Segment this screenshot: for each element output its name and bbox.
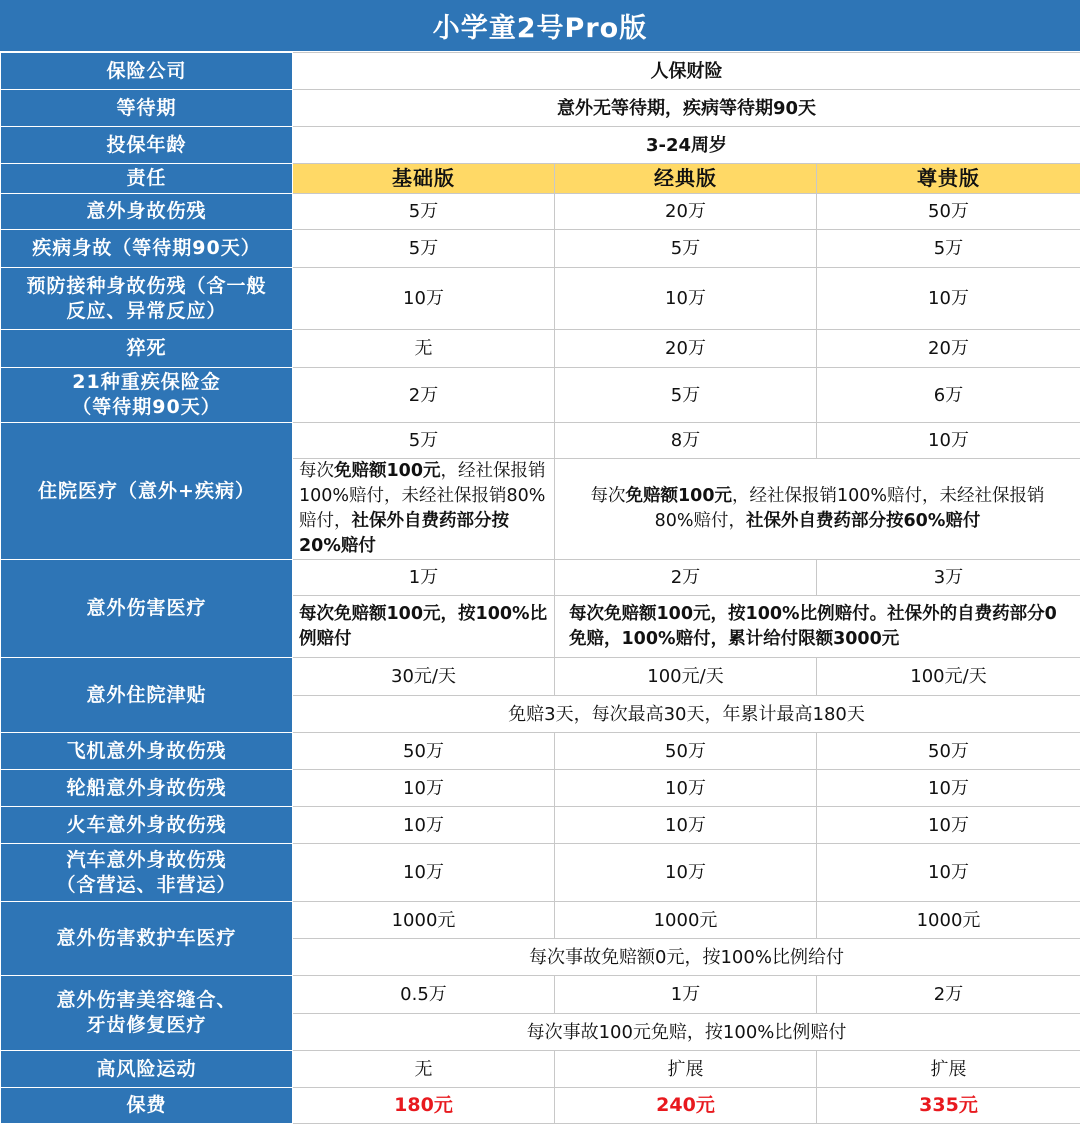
cell-value: 10万 — [293, 807, 555, 844]
cell-value: 100元/天 — [817, 658, 1080, 696]
cell-value: 10万 — [293, 844, 555, 902]
cosmetic-note: 每次事故100元免赔，按100%比例赔付 — [293, 1014, 1080, 1051]
table-row — [1, 976, 1080, 1014]
row-label-hospital-allowance: 意外住院津贴 — [1, 658, 293, 733]
cell-value: 无 — [293, 330, 555, 368]
note-emphasis: 社保外自费药部分按60%赔付 — [746, 511, 980, 531]
row-label-premium: 保费 — [1, 1088, 293, 1124]
cell-value: 10万 — [817, 844, 1080, 902]
row-label-car — [1, 844, 293, 902]
cell-value: 1万 — [293, 560, 555, 596]
table-row — [1, 90, 1080, 127]
cell-value: 10万 — [817, 423, 1080, 459]
note-text: 每次 — [590, 486, 625, 506]
row-label-line: 意外伤害美容缝合、 — [5, 988, 288, 1013]
cell-value: 50万 — [293, 733, 555, 770]
table-row — [1, 423, 1080, 459]
table-row — [1, 164, 1080, 194]
table-row — [1, 368, 1080, 423]
row-label-line: 21种重疾保险金 — [5, 370, 288, 395]
accident-medical-note-basic: 每次免赔额100元，按100%比例赔付 — [293, 596, 555, 658]
cell-value: 5万 — [293, 423, 555, 459]
table-row — [1, 733, 1080, 770]
table-row — [1, 268, 1080, 330]
row-label-cosmetic — [1, 976, 293, 1051]
table-row — [1, 53, 1080, 90]
table-row — [1, 844, 1080, 902]
row-label-sports: 高风险运动 — [1, 1051, 293, 1088]
row-label-vaccine — [1, 268, 293, 330]
cell-value: 10万 — [555, 268, 817, 330]
row-label-line: （含营运、非营运） — [5, 873, 288, 898]
cell-value: 扩展 — [817, 1051, 1080, 1088]
row-label-critical-illness — [1, 368, 293, 423]
cell-value: 5万 — [817, 230, 1080, 268]
table-row — [1, 330, 1080, 368]
page-title: 小学童2号Pro版 — [0, 0, 1080, 52]
plan-classic-header: 经典版 — [555, 164, 817, 194]
table-row — [1, 902, 1080, 939]
hospital-note-basic — [293, 459, 555, 560]
cell-value: 10万 — [555, 807, 817, 844]
note-text: ，经社保报销100%赔付，未经社保报销80%赔付， — [299, 461, 546, 531]
price-premium: 335元 — [817, 1088, 1080, 1124]
row-label-age: 投保年龄 — [1, 127, 293, 164]
cell-value: 扩展 — [555, 1051, 817, 1088]
cell-value: 5万 — [555, 230, 817, 268]
row-label-sudden-death: 猝死 — [1, 330, 293, 368]
row-label-line: 汽车意外身故伤残 — [5, 848, 288, 873]
row-label-accident-death: 意外身故伤残 — [1, 194, 293, 230]
hospital-allowance-note: 免赔3天，每次最高30天，年累计最高180天 — [293, 696, 1080, 733]
waiting-value: 意外无等待期，疾病等待期90天 — [293, 90, 1080, 127]
cell-value: 20万 — [555, 194, 817, 230]
cell-value: 100元/天 — [555, 658, 817, 696]
table-row — [1, 1088, 1080, 1124]
row-label-train: 火车意外身故伤残 — [1, 807, 293, 844]
row-label-ambulance: 意外伤害救护车医疗 — [1, 902, 293, 976]
table-row — [1, 658, 1080, 696]
cell-value: 10万 — [817, 268, 1080, 330]
cell-value: 50万 — [817, 194, 1080, 230]
accident-medical-note-premium: 每次免赔额100元，按100%比例赔付。社保外的自费药部分0免赔，100%赔付，累计给付限额3000元 — [555, 596, 1080, 658]
table-row — [1, 127, 1080, 164]
hospital-note-premium — [555, 459, 1080, 560]
cell-value: 3万 — [817, 560, 1080, 596]
cell-value: 10万 — [293, 268, 555, 330]
row-label-accident-medical: 意外伤害医疗 — [1, 560, 293, 658]
cell-value: 10万 — [555, 844, 817, 902]
cell-value: 1000元 — [293, 902, 555, 939]
note-text: 每次 — [299, 461, 334, 481]
cell-value: 2万 — [555, 560, 817, 596]
cell-value: 1万 — [555, 976, 817, 1014]
cell-value: 2万 — [293, 368, 555, 423]
table-row — [1, 807, 1080, 844]
company-value: 人保财险 — [293, 53, 1080, 90]
cell-value: 50万 — [817, 733, 1080, 770]
row-label-plans: 责任 — [1, 164, 293, 194]
cell-value: 10万 — [817, 770, 1080, 807]
cell-value: 10万 — [293, 770, 555, 807]
note-emphasis: 社保外自费药部分按20%赔付 — [299, 511, 509, 556]
row-label-line: 反应、异常反应） — [5, 299, 288, 324]
table-row — [1, 1051, 1080, 1088]
cell-value: 20万 — [555, 330, 817, 368]
cell-value: 1000元 — [817, 902, 1080, 939]
cell-value: 0.5万 — [293, 976, 555, 1014]
row-label-waiting: 等待期 — [1, 90, 293, 127]
row-label-ship: 轮船意外身故伤残 — [1, 770, 293, 807]
table-row — [1, 560, 1080, 596]
table-row — [1, 230, 1080, 268]
row-label-line: （等待期90天） — [5, 395, 288, 420]
cell-value: 8万 — [555, 423, 817, 459]
cell-value: 30元/天 — [293, 658, 555, 696]
cell-value: 1000元 — [555, 902, 817, 939]
row-label-hospital: 住院医疗（意外+疾病） — [1, 423, 293, 560]
note-emphasis: 免赔额100元 — [625, 486, 732, 506]
ambulance-note: 每次事故免赔额0元，按100%比例给付 — [293, 939, 1080, 976]
row-label-illness-death: 疾病身故（等待期90天） — [1, 230, 293, 268]
plan-basic-header: 基础版 — [293, 164, 555, 194]
row-label-company: 保险公司 — [1, 53, 293, 90]
cell-value: 50万 — [555, 733, 817, 770]
age-value: 3-24周岁 — [293, 127, 1080, 164]
row-label-plane: 飞机意外身故伤残 — [1, 733, 293, 770]
table-row — [1, 194, 1080, 230]
price-basic: 180元 — [293, 1088, 555, 1124]
cell-value: 5万 — [293, 230, 555, 268]
cell-value: 2万 — [817, 976, 1080, 1014]
note-emphasis: 免赔额100元 — [334, 461, 441, 481]
cell-value: 5万 — [555, 368, 817, 423]
cell-value: 20万 — [817, 330, 1080, 368]
row-label-line: 预防接种身故伤残（含一般 — [5, 274, 288, 299]
cell-value: 5万 — [293, 194, 555, 230]
cell-value: 6万 — [817, 368, 1080, 423]
benefits-table — [0, 52, 1080, 1124]
table-row — [1, 770, 1080, 807]
price-classic: 240元 — [555, 1088, 817, 1124]
cell-value: 无 — [293, 1051, 555, 1088]
cell-value: 10万 — [817, 807, 1080, 844]
plan-premium-header: 尊贵版 — [817, 164, 1080, 194]
note-text: ，经社保报销100%赔付，未经社保报销80%赔付， — [655, 486, 1045, 531]
cell-value: 10万 — [555, 770, 817, 807]
row-label-line: 牙齿修复医疗 — [5, 1013, 288, 1038]
